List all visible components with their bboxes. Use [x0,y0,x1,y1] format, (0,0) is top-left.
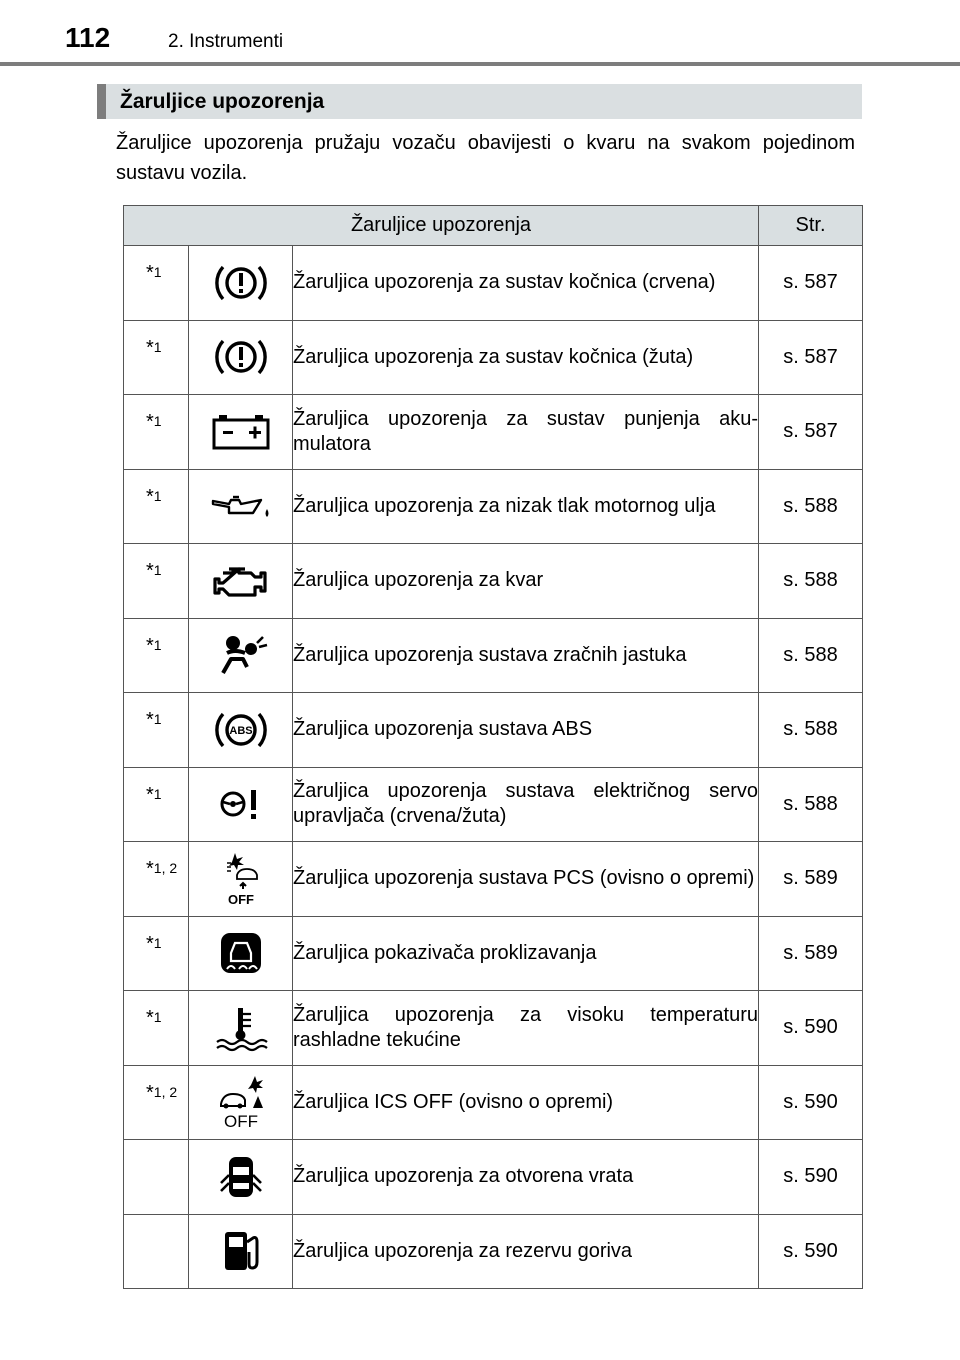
light-description: Žaruljica upozorenja za sustav kočnica (crvena) [293,246,759,321]
light-description: Žaruljica pokazivača proklizavanja [293,916,759,991]
footnote-number: 1 [153,785,162,802]
svg-text:ABS: ABS [228,724,253,737]
footnote-mark: *1, 2 [124,842,189,917]
page-reference: s. 587 [759,395,863,470]
table-row [124,693,863,768]
light-description: Žaruljica upozorenja za rezervu goriva [293,1214,759,1289]
light-description: Žaruljica upozorenja za otvorena vrata [293,1140,759,1215]
page-reference: s. 590 [759,1214,863,1289]
airbag-icon [189,618,293,693]
footnote-mark: *1 [124,693,189,768]
table-row [124,246,863,321]
footnote-mark: *1 [124,395,189,470]
footnote-mark: *1 [124,916,189,991]
page-reference: s. 589 [759,842,863,917]
table-row [124,395,863,470]
intro-paragraph: Žaruljice upozorenja pružaju vozaču obavijesti o kvaru na svakom pojedinom sustavu vozila. [116,132,855,184]
light-description: Žaruljica upozorenja sustava zračnih jastuka [293,618,759,693]
pcs-off-label: OFF [227,891,254,907]
table-row [124,991,863,1066]
footnote-number: 1 [153,636,162,653]
page-number: 112 [65,22,111,53]
footnote-mark-empty [124,1214,189,1289]
abs-icon [189,693,293,768]
pcs-off-icon [189,842,293,917]
footnote-mark: *1 [124,246,189,321]
footnote-mark: *1 [124,544,189,619]
footnote-number: 1, 2 [153,1083,178,1100]
footnote-mark: *1, 2 [124,1065,189,1140]
page-reference: s. 590 [759,1140,863,1215]
table-row [124,618,863,693]
table-row [124,842,863,917]
footnote-mark: *1 [124,991,189,1066]
page-reference: s. 588 [759,618,863,693]
light-description: Žaruljica upozorenja za nizak tlak motornog ulja [293,469,759,544]
slip-indicator-icon [189,916,293,991]
light-description: Žaruljica upozorenja za visoku temperaturu rashladne tekućine [293,991,759,1066]
header-lights: Žaruljice upozorenja [124,206,759,246]
page-reference: s. 587 [759,320,863,395]
light-description: Žaruljica ICS OFF (ovisno o opremi) [293,1065,759,1140]
light-description: Žaruljica upozorenja za sustav kočnica (žuta) [293,320,759,395]
footnote-mark: *1 [124,469,189,544]
footnote-number: 1 [153,338,162,355]
table-row [124,916,863,991]
light-description: Žaruljica upozorenja sustava električnog servo upravljača (crvena/žuta) [293,767,759,842]
section-title: Žaruljice upozorenja [120,90,325,113]
table-row [124,544,863,619]
footnote-mark: *1 [124,320,189,395]
chapter-title: 2. Instrumenti [168,31,284,52]
light-description: Žaruljica upozorenja sustava ABS [293,693,759,768]
page-reference: s. 590 [759,991,863,1066]
table-row [124,469,863,544]
light-description: Žaruljica upozorenja za kvar [293,544,759,619]
oil-pressure-icon [189,469,293,544]
table-row [124,320,863,395]
page-reference: s. 590 [759,1065,863,1140]
light-description: Žaruljica upozorenja sustava PCS (ovisno o opremi) [293,842,759,917]
battery-charge-icon [189,395,293,470]
footnote-number: 1 [153,934,162,951]
table-row [124,1065,863,1140]
header-rule [0,62,960,66]
footnote-mark: *1 [124,767,189,842]
footnote-number: 1 [153,562,162,578]
brake-warning-red-icon [189,246,293,321]
low-fuel-icon [189,1214,293,1289]
table-row [124,1214,863,1289]
table-row [124,1140,863,1215]
footnote-number: 1 [153,413,162,429]
section-heading-bar [97,84,862,119]
footnote-number: 1 [153,487,162,504]
page-reference: s. 587 [759,246,863,321]
page-reference: s. 588 [759,693,863,768]
footnote-number: 1 [153,1009,162,1025]
brake-warning-yellow-icon [189,320,293,395]
page-reference: s. 589 [759,916,863,991]
page-reference: s. 588 [759,544,863,619]
light-description: Žaruljica upozorenja za sustav punjenja akumulatora [293,395,759,470]
warning-lights-table [123,205,863,1289]
table-row [124,767,863,842]
page-reference: s. 588 [759,767,863,842]
page-reference: s. 588 [759,469,863,544]
engine-malfunction-icon [189,544,293,619]
footnote-number: 1, 2 [153,860,178,876]
table-header-row [124,206,863,246]
ics-off-icon [189,1065,293,1140]
coolant-temperature-icon [189,991,293,1066]
footnote-mark: *1 [124,618,189,693]
power-steering-icon [189,767,293,842]
footnote-mark-empty [124,1140,189,1215]
open-door-icon [189,1140,293,1215]
header-page: Str. [759,206,863,246]
footnote-number: 1 [153,264,162,280]
ics-off-label: OFF [223,1112,258,1131]
footnote-number: 1 [153,711,162,727]
